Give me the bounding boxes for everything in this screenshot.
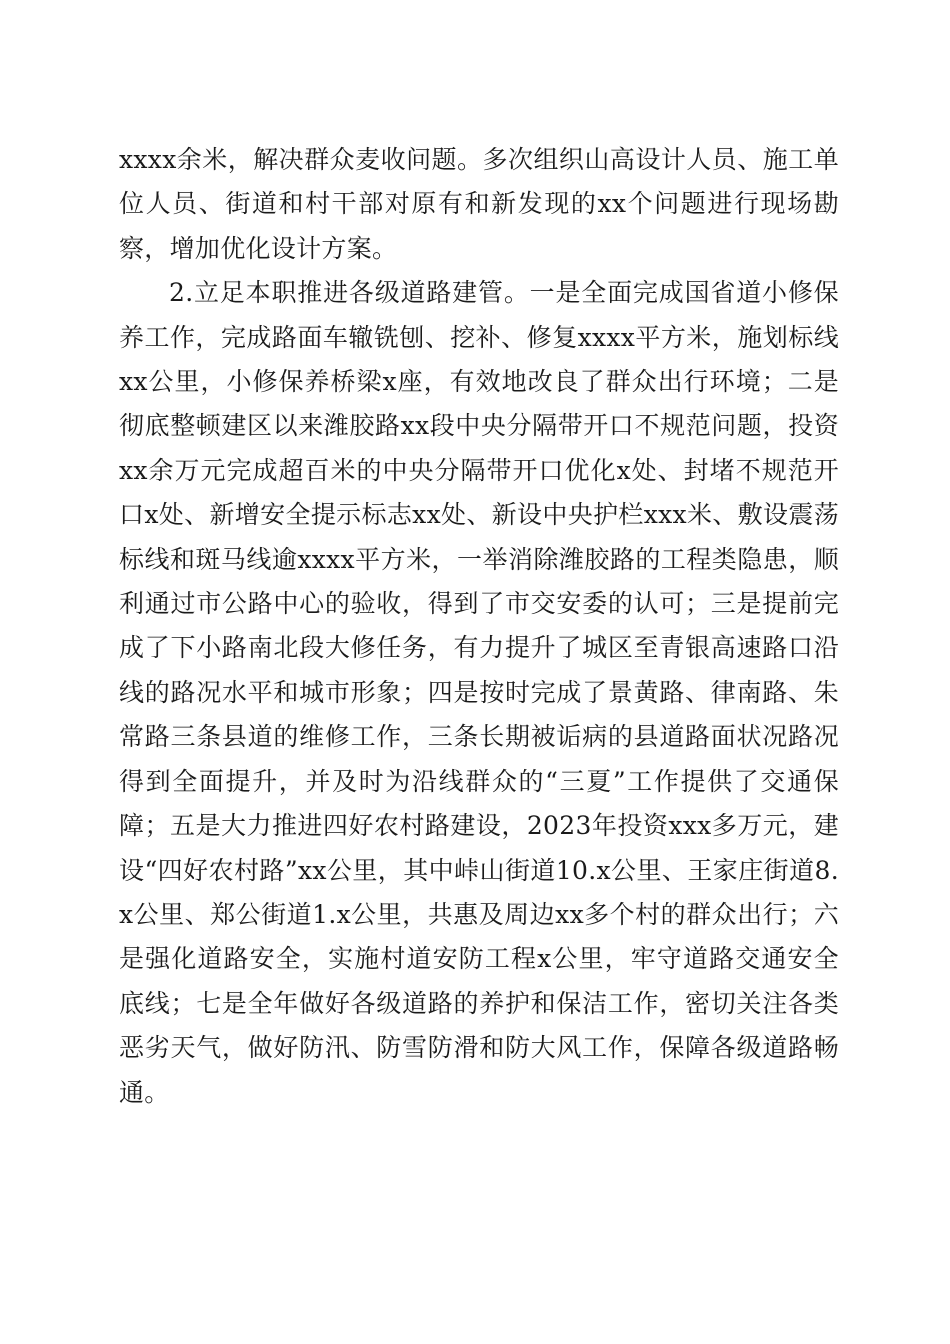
paragraph-section-2: 2.立足本职推进各级道路建管。一是全面完成国省道小修保养工作，完成路面车辙铣刨、挖补、修复xxxx平方米，施划标线xx公里，小修保养桥梁x座，有效地改良了群众出行环境；二是彻底整顿建区以来潍胶路xx段中央分隔带开口不规范问题，投资xx余万元完成超百米的中央分隔带开口优化x处、封堵不规范开口x处、新增安全提示标志xx处、新设中央护栏xxx米、敷设震荡标线和斑马线逾xxxx平方米，一举消除潍胶路的工程类隐患，顺利通过市公路中心的验收，得到了市交安委的认可；三是提前完成了下小路南北段大修任务，有力提升了城区至青银高速路口沿线的路况水平和城市形象；四是按时完成了景黄路、律南路、朱常路三条县道的维修工作，三条长期被诟病的县道路面状况路况得到全面提升，并及时为沿线群众的“三夏”工作提供了交通保障；五是大力推进四好农村路建设，2023年投资xxx多万元，建设“四好农村路”xx公里，其中峠山街道10.x公里、王家庄街道8.x公里、郑公街道1.x公里，共惠及周边xx多个村的群众出行；六是强化道路安全，实施村道安防工程x公里，牢守道路交通安全底线；七是全年做好各级道路的养护和保洁工作，密切关注各类恶劣天气，做好防汛、防雪防滑和防大风工作，保障各级道路畅通。 [119,278,839,1107]
paragraph-continuation: xxxx余米，解决群众麦收问题。多次组织山高设计人员、施工单位人员、街道和村干部对原有和新发现的xx个问题进行现场勘察，增加优化设计方案。 [119,145,839,263]
body-text [119,138,839,1115]
